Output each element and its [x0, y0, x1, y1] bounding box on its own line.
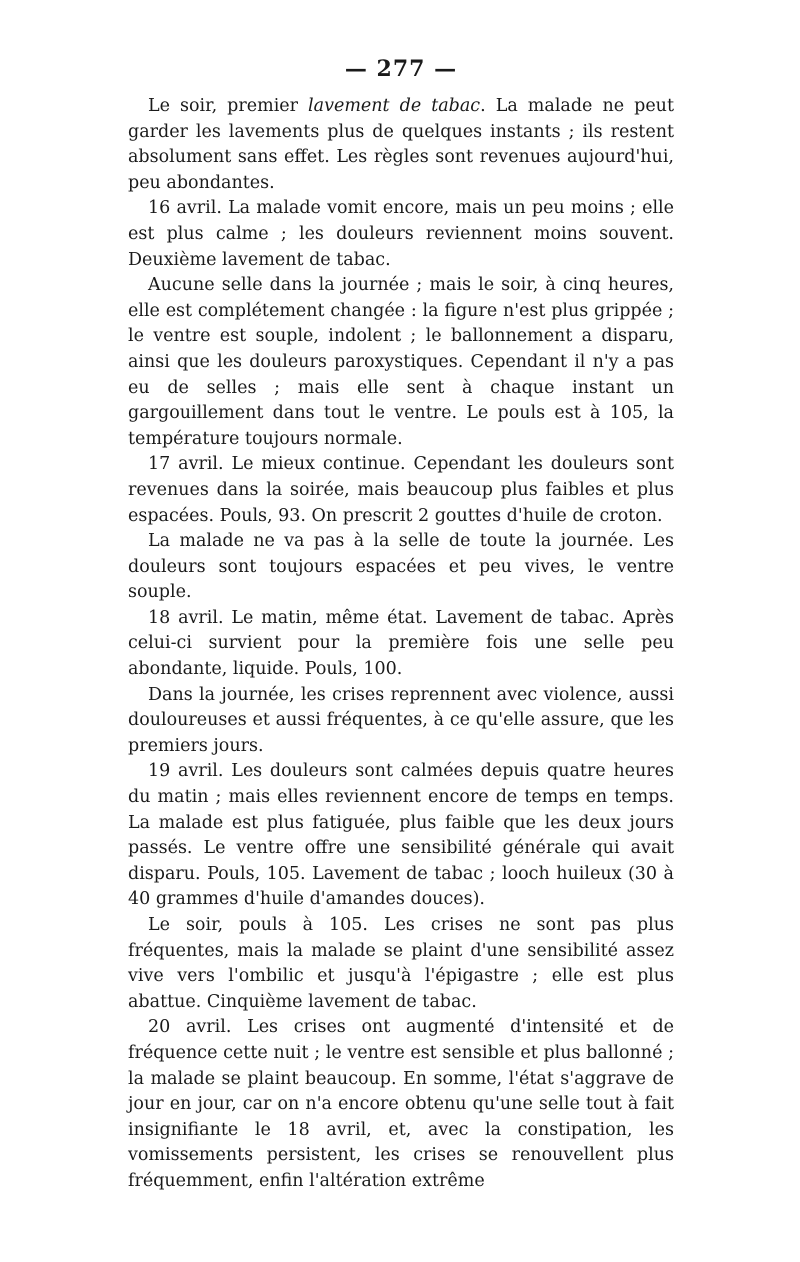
book-page [128, 56, 674, 1195]
paragraph-6: 18 avril. Le matin, même état. Lavement de tabac. Après celui-ci survient pour la première fois une selle peu abondante, liquide. Pouls, 100. [128, 607, 674, 680]
paragraph-1-end: . La malade ne peut garder les lavements plus de quelques instants ; ils restent absolument sans effet. Les règles sont revenues aujourd'hui, peu abondantes. [128, 96, 674, 193]
page-number: — 277 — [344, 56, 458, 82]
paragraph-10: 20 avril. Les crises ont augmenté d'intensité et de fréquence cette nuit ; le ventre est sensible et plus ballonné ; la malade se plaint beaucoup. En somme, l'état s'aggrave de jour en jour, car on n'a encore obtenu qu'une selle tout à fait insignifiante le 18 avril, et, avec la constipation, les vomissements persistent, les crises se renouvellent plus fréquemment, enfin l'altération extrême [128, 1017, 674, 1191]
paragraph-1-emphasis: lavement de tabac [308, 96, 481, 116]
paragraph-4: 17 avril. Le mieux continue. Cependant les douleurs sont revenues dans la soirée, mais beaucoup plus faibles et plus espacées. Pouls, 93. On prescrit 2 gouttes d'huile de croton. [128, 454, 674, 526]
paragraph-2: 16 avril. La malade vomit encore, mais un peu moins ; elle est plus calme ; les douleurs reviennent moins souvent. Deuxième lavement de tabac. [128, 198, 674, 270]
paragraph-9: Le soir, pouls à 105. Les crises ne sont pas plus fréquentes, mais la malade se plaint d'une sensibilité assez vive vers l'ombilic et jusqu'à l'épigastre ; elle est plus abattue. Cinquième lavement de tabac. [128, 915, 674, 1012]
paragraph-1-start: Le soir, premier [148, 96, 309, 116]
paragraph-1 [128, 94, 674, 196]
paragraph-5: La malade ne va pas à la selle de toute la journée. Les douleurs sont toujours espacées et peu vives, le ventre souple. [128, 531, 674, 603]
paragraph-8: 19 avril. Les douleurs sont calmées depuis quatre heures du matin ; mais elles reviennent encore de temps en temps. La malade est plus fatiguée, plus faible que les deux jours passés. Le ventre offre une sensibilité générale qui avait disparu. Pouls, 105. Lavement de tabac ; looch huileux (30 à 40 grammes d'huile d'amandes douces). [128, 761, 674, 910]
paragraph-7: Dans la journée, les crises reprennent avec violence, aussi douloureuses et aussi fréquentes, à ce qu'elle assure, que les premiers jours. [128, 684, 674, 756]
paragraph-3: Aucune selle dans la journée ; mais le soir, à cinq heures, elle est complétement changée : la figure n'est plus grippée ; le ventre est souple, indolent ; le ballonnement a disparu, ainsi que les douleurs paroxystiques. Cependant il n'y a pas eu de selles ; mais elle sent à chaque instant un gargouillement dans tout le ventre. Le pouls est à 105, la température toujours normale. [128, 275, 674, 449]
